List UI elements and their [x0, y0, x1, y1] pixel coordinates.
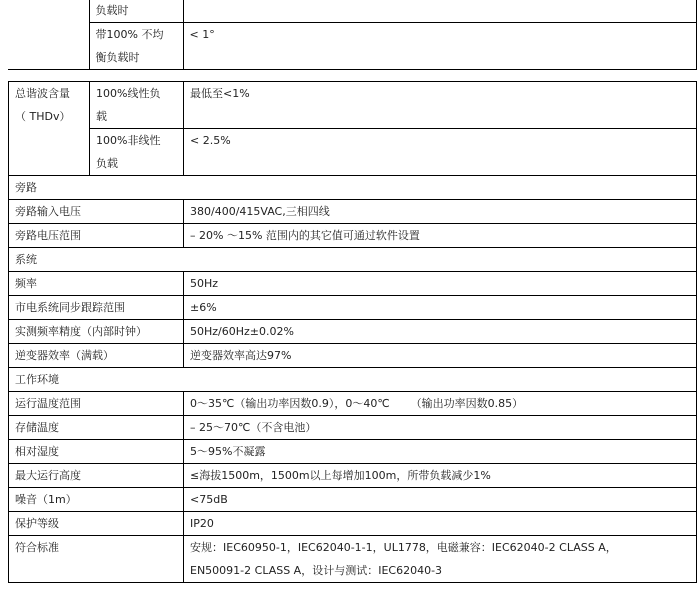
table-row [9, 392, 697, 416]
section-title: 系统 [9, 248, 697, 272]
thd-row [9, 82, 697, 129]
value-cell [183, 0, 697, 23]
label-cell: 市电系统同步跟踪范围 [9, 296, 184, 320]
table-row [9, 440, 697, 464]
value-cell: – 20% ～15% 范围内的其它值可通过软件设置 [184, 224, 697, 248]
value-cell: < 2.5% [184, 129, 697, 176]
label-cell: 实测频率精度（内部时钟） [9, 320, 184, 344]
value-cell: ±6% [184, 296, 697, 320]
section-title: 工作环境 [9, 368, 697, 392]
label-cell: 噪音（1m） [9, 488, 184, 512]
section-header-row [9, 368, 697, 392]
label-cell: 总谐波含量 （ THDv） [9, 82, 90, 176]
section-header-row [9, 248, 697, 272]
value-cell: 50Hz/60Hz±0.02% [184, 320, 697, 344]
section-header-row [9, 176, 697, 200]
sublabel-cell: 100%非线性 负载 [90, 129, 184, 176]
label-cell: 最大运行高度 [9, 464, 184, 488]
table-row [9, 536, 697, 583]
sublabel-cell: 负载时 [89, 0, 183, 23]
table-row [9, 224, 697, 248]
label-cell: 频率 [9, 272, 184, 296]
value-cell: 50Hz [184, 272, 697, 296]
table-row [9, 488, 697, 512]
top-table-fragment [8, 0, 697, 70]
value-cell: 安规：IEC60950-1，IEC62040-1-1，UL1778，电磁兼容：IEC62040-2 CLASS A， EN50091-2 CLASS A，设计与测试：IEC62040-3 [184, 536, 697, 583]
spec-table [8, 81, 697, 583]
label-cell: 逆变器效率（满载） [9, 344, 184, 368]
spanning-label-cell [8, 0, 89, 70]
value-cell: 最低至<1% [184, 82, 697, 129]
table-row [9, 512, 697, 536]
label-cell: 存储温度 [9, 416, 184, 440]
thd-row [9, 129, 697, 176]
value-cell: < 1° [183, 23, 697, 70]
label-cell: 运行温度范围 [9, 392, 184, 416]
table-row [9, 272, 697, 296]
value-cell: 380/400/415VAC,三相四线 [184, 200, 697, 224]
section-title: 旁路 [9, 176, 697, 200]
table-row [9, 464, 697, 488]
table-row [9, 320, 697, 344]
value-cell: 5～95%不凝露 [184, 440, 697, 464]
table-row [9, 416, 697, 440]
sublabel-cell: 100%线性负 载 [90, 82, 184, 129]
label-cell: 符合标准 [9, 536, 184, 583]
value-cell: – 25～70℃（不含电池） [184, 416, 697, 440]
table-row [9, 296, 697, 320]
label-cell: 相对湿度 [9, 440, 184, 464]
value-cell: <75dB [184, 488, 697, 512]
value-cell: ≤海拔1500m，1500m以上每增加100m，所带负载减少1% [184, 464, 697, 488]
sublabel-cell: 带100% 不均 衡负载时 [89, 23, 183, 70]
value-cell: 0～35℃（输出功率因数0.9），0～40℃ （输出功率因数0.85） [184, 392, 697, 416]
label-cell: 旁路电压范围 [9, 224, 184, 248]
value-cell: IP20 [184, 512, 697, 536]
label-cell: 保护等级 [9, 512, 184, 536]
table-row [9, 344, 697, 368]
value-cell: 逆变器效率高达97% [184, 344, 697, 368]
label-cell: 旁路输入电压 [9, 200, 184, 224]
table-row [9, 200, 697, 224]
